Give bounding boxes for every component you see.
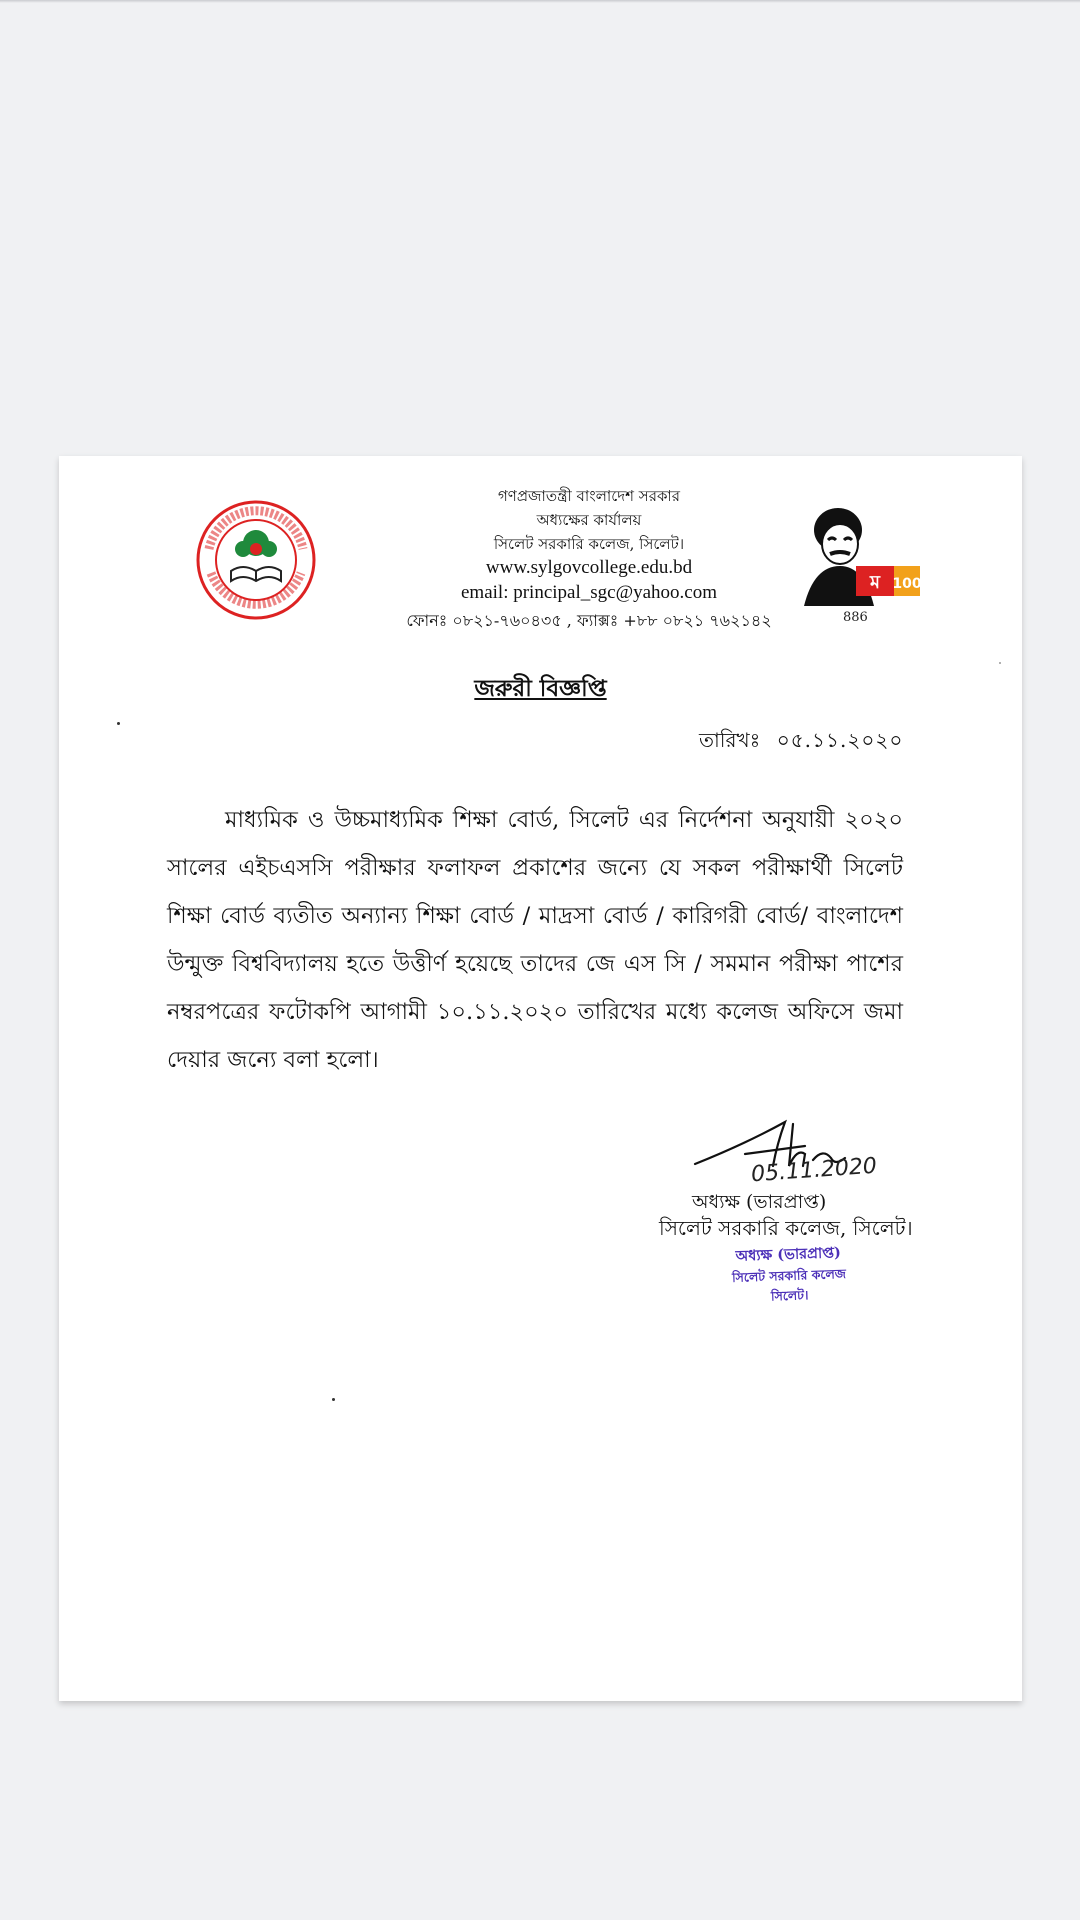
svg-text:ম: ম: [870, 572, 880, 593]
scan-speck: [999, 662, 1001, 664]
header-phone-fax: ফোনঃ ০৮২১-৭৬০৪৩৫ , ফ্যাক্সঃ +৮৮ ০৮২১ ৭৬২১৪২: [406, 611, 772, 630]
signature-title: অধ্যক্ষ (ভারপ্রাপ্ত): [692, 1191, 827, 1213]
header-website: www.sylgovcollege.edu.bd: [485, 557, 693, 578]
stamp-line-title: অধ্যক্ষ (ভারপ্রাপ্ত): [735, 1244, 842, 1265]
document-page: [59, 456, 1022, 1701]
header-government: গণপ্রজাতন্ত্রী বাংলাদেশ সরকার: [497, 487, 681, 505]
logo-number: 886: [843, 610, 868, 625]
stamp-line-college: সিলেট সরকারি কলেজ: [731, 1266, 847, 1285]
header-email: email: principal_sgc@yahoo.com: [461, 582, 717, 603]
notice-title: জরুরী বিজ্ঞপ্তি: [474, 675, 607, 702]
official-stamp: [718, 1242, 860, 1311]
header-college: সিলেট সরকারি কলেজ, সিলেট।: [493, 535, 685, 553]
notice-date: [699, 726, 903, 759]
svg-text:100: 100: [892, 576, 922, 592]
signature-organization: সিলেট সরকারি কলেজ, সিলেট।: [659, 1216, 913, 1240]
scan-speck: [117, 722, 120, 725]
notice-body: মাধ্যমিক ও উচ্চমাধ্যমিক শিক্ষা বোর্ড, সিলেট এর নির্দেশনা অনুযায়ী ২০২০ সালের এইচএসসি পরীক্ষার ফলাফল প্রকাশের জন্যে যে সকল পরীক্ষার্থী সিলেট শিক্ষা বোর্ড ব্যতীত অন্যান্য শিক্ষা বোর্ড / মাদ্রসা বোর্ড / কারিগরী বোর্ড/ বাংলাদেশ উন্মুক্ত বিশ্ববিদ্যালয় হতে উত্তীর্ণ হয়েছে তাদের জে এস সি / সমমান পরীক্ষা পাশের নম্বরপত্রের ফটোকপি আগামী ১০.১১.২০২০ তারিখের মধ্যে কলেজ অফিসে জমা দেয়ার জন্যে বলা হলো।: [167, 807, 903, 1073]
date-label: তারিখঃ: [699, 728, 761, 752]
header-office: অধ্যক্ষের কার্যালয়: [536, 511, 642, 529]
scan-speck: [332, 1398, 335, 1401]
stamp-line-city: সিলেট।: [770, 1287, 809, 1304]
top-edge-shadow: [0, 0, 1080, 3]
date-value: ০৫.১১.২০২০: [776, 728, 904, 752]
signature-date: 05.11.2020: [750, 1153, 878, 1188]
